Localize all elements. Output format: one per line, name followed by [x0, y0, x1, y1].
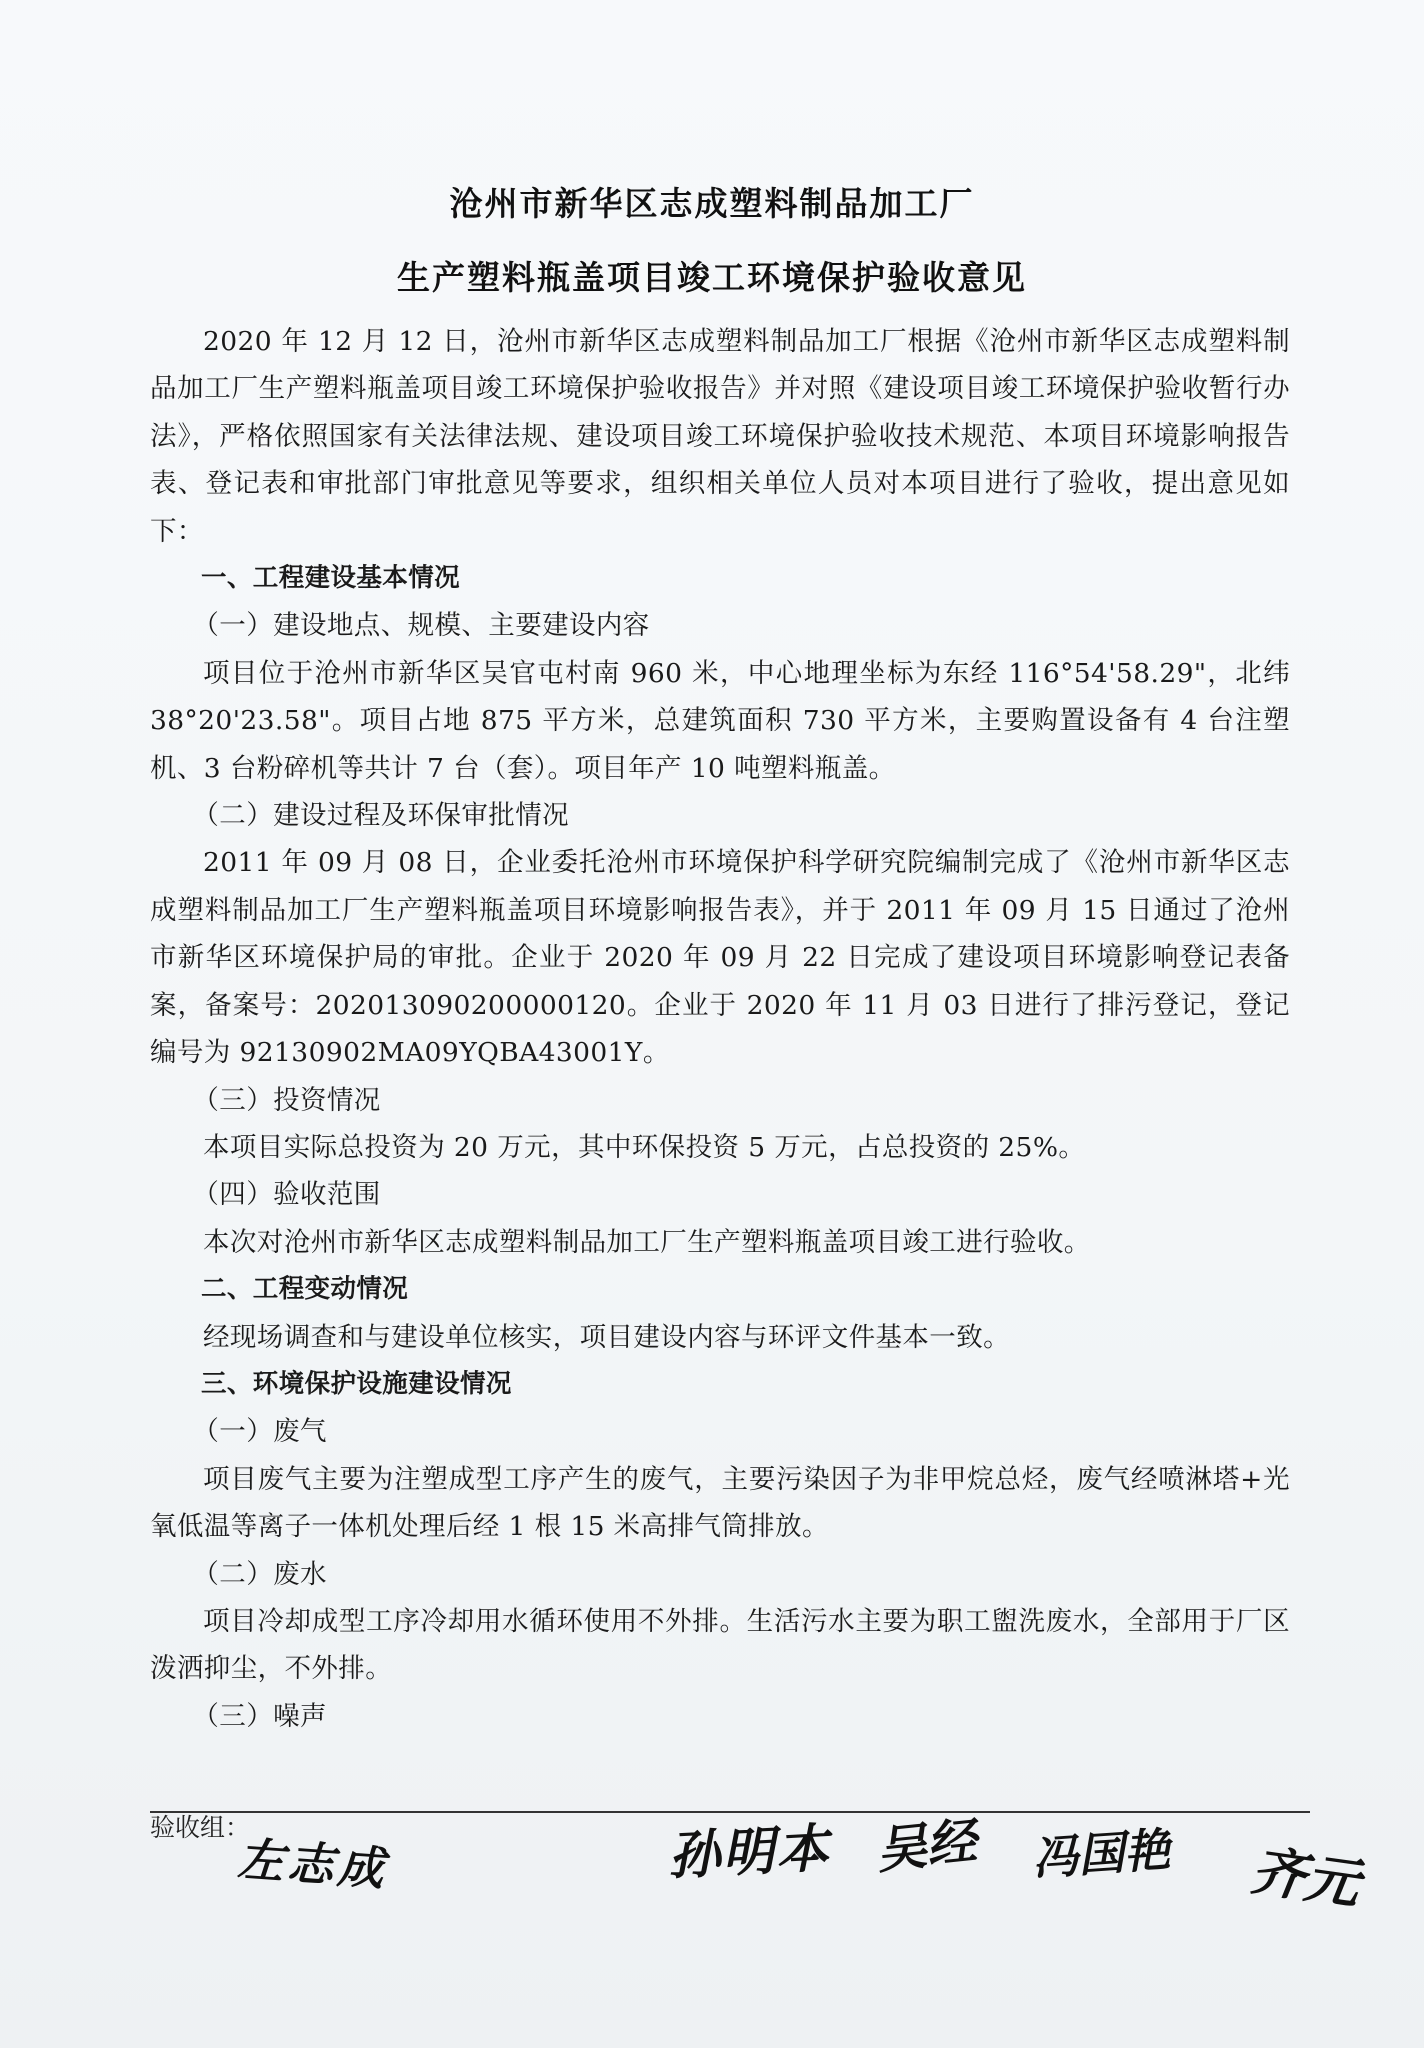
section1-sub1-heading: （一）建设地点、规模、主要建设内容 — [192, 610, 650, 642]
section3-sub2-text: 项目冷却成型工序冷却用水循环使用不外排。生活污水主要为职工盥洗废水，全部用于厂区泼洒抑尘，不外排。 — [150, 1605, 1290, 1685]
section1-sub4-heading: （四）验收范围 — [192, 1179, 381, 1211]
section1-sub3-heading: （三）投资情况 — [192, 1084, 381, 1116]
section1-sub2-heading: （二）建设过程及环保审批情况 — [192, 800, 569, 832]
section2-heading: 二、工程变动情况 — [201, 1274, 409, 1305]
document-body — [150, 318, 1290, 1740]
section3-sub1-heading: （一）废气 — [192, 1416, 327, 1448]
section3-sub3-heading: （三）噪声 — [192, 1700, 327, 1732]
section3-sub2-heading: （二）废水 — [192, 1558, 327, 1590]
intro-paragraph: 2020 年 12 月 12 日，沧州市新华区志成塑料制品加工厂根据《沧州市新华区志成塑料制品加工厂生产塑料瓶盖项目竣工环境保护验收报告》并对照《建设项目竣工环境保护验收暂行办法》，严格依照国家有关法律法规、建设项目竣工环境保护验收技术规范、本项目环境影响报告表、登记表和审批部门审批意见等要求，组织相关单位人员对本项目进行了验收，提出意见如下： — [150, 326, 1290, 547]
document-title-line1: 沧州市新华区志成塑料制品加工厂 — [449, 184, 975, 223]
section1-sub1-text: 项目位于沧州市新华区吴官屯村南 960 米，中心地理坐标为东经 116°54'58.29"，北纬38°20'23.58"。项目占地 875 平方米，总建筑面积 730 平方米，主要购置设备有 4 台注塑机、3 台粉碎机等共计 7 台（套）。项目年产 10 吨塑料瓶盖。 — [150, 657, 1290, 784]
handwritten-signature: 冯国艳 — [1030, 1822, 1172, 1886]
section1-sub2-text: 2011 年 09 月 08 日，企业委托沧州市环境保护科学研究院编制完成了《沧州市新华区志成塑料制品加工厂生产塑料瓶盖项目环境影响报告表》，并于 2011 年 09 月 15 日通过了沧州市新华区环境保护局的审批。企业于 2020 年 09 月 22 日完成了建设项目环境影响登记表备案，备案号：202013090200000120。企业于 2020 年 11 月 03 日进行了排污登记，登记编号为 92130902MA09YQBA43001Y。 — [150, 847, 1290, 1069]
section1-heading: 一、工程建设基本情况 — [201, 563, 461, 594]
handwritten-signature: 孙明本 — [666, 1818, 832, 1888]
section1-sub4-text: 本次对沧州市新华区志成塑料制品加工厂生产塑料瓶盖项目竣工进行验收。 — [203, 1226, 1091, 1258]
section3-sub1-text: 项目废气主要为注塑成型工序产生的废气，主要污染因子为非甲烷总烃，废气经喷淋塔+光氧低温等离子一体机处理后经 1 根 15 米高排气筒排放。 — [150, 1463, 1290, 1543]
section2-text: 经现场调查和与建设单位核实，项目建设内容与环评文件基本一致。 — [203, 1321, 1010, 1353]
handwritten-signature: 左志成 — [236, 1831, 390, 1897]
document-title-line2: 生产塑料瓶盖项目竣工环境保护验收意见 — [397, 258, 1027, 297]
signature-label: 验收组： — [150, 1813, 251, 1842]
handwritten-signature: 齐元 — [1247, 1838, 1364, 1917]
section1-sub3-text: 本项目实际总投资为 20 万元，其中环保投资 5 万元，占总投资的 25%。 — [203, 1131, 1086, 1163]
section3-heading: 三、环境保护设施建设情况 — [201, 1368, 512, 1399]
handwritten-signature: 吴经 — [873, 1811, 980, 1881]
